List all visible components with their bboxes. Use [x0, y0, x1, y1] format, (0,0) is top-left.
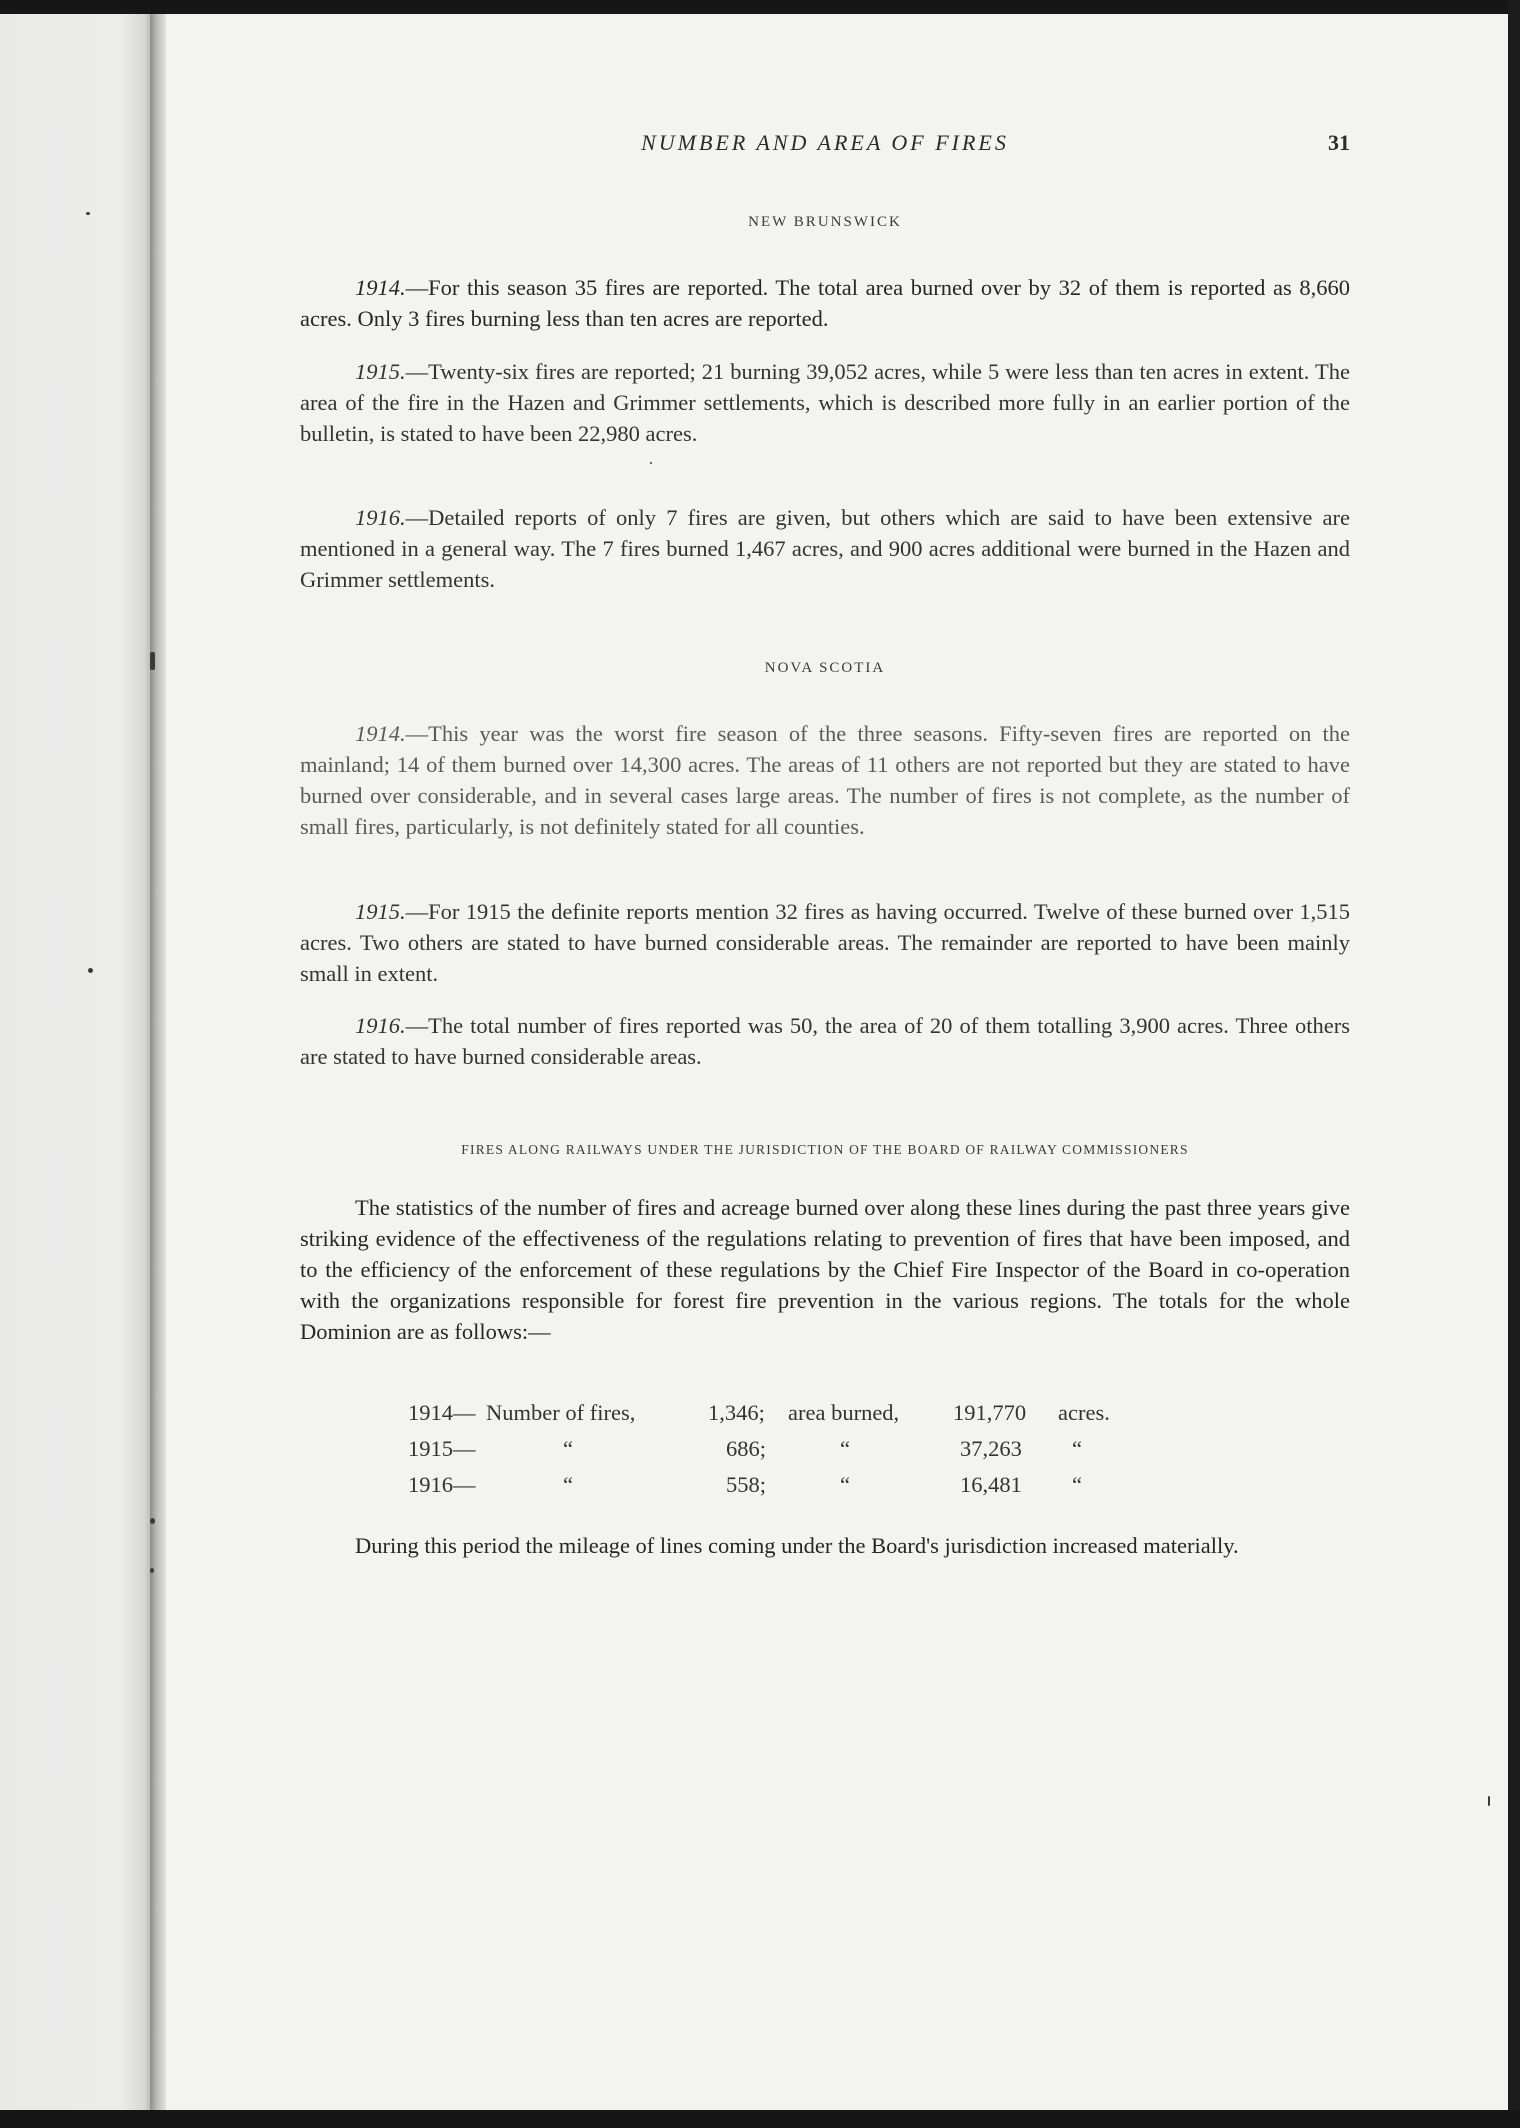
year-label: 1914. — [355, 275, 406, 300]
year-label: 1916. — [355, 505, 406, 530]
page-number: 31 — [1328, 130, 1350, 155]
row-number-of-fires: 558; — [726, 1472, 767, 1497]
paragraph-text: —For 1915 the definite reports mention 32 fires as having occurred. Twelve of these burned over 1,515 acres. Two others are stated to have burned considerable areas. The remainder are reported to have been mainly small in extent. — [300, 899, 1350, 986]
row-area-label: “ — [840, 1436, 850, 1461]
row-area-burned: 37,263 — [960, 1436, 1022, 1461]
year-label: 1915. — [355, 359, 406, 384]
paragraph-text: —Detailed reports of only 7 fires are given, but others which are said to have been extensive are mentioned in a general way. The 7 fires burned 1,467 acres, and 900 acres additional were burned in the Hazen and Grimmer settlements. — [300, 505, 1350, 592]
row-number-label: Number of fires, — [486, 1400, 636, 1425]
paragraph-ns-1914 — [300, 718, 1350, 842]
row-unit: acres. — [1058, 1400, 1110, 1425]
paragraph-nb-1914 — [300, 272, 1350, 334]
running-title: NUMBER AND AREA OF FIRES — [641, 130, 1009, 155]
row-number-of-fires: 1,346; — [708, 1400, 765, 1425]
scan-speck — [150, 1518, 155, 1524]
paragraph-text: —The total number of fires reported was 50, the area of 20 of them totalling 3,900 acres. Three others are stated to have burned considerable areas. — [300, 1013, 1350, 1069]
row-unit: “ — [1072, 1472, 1082, 1497]
scan-right-edge — [1508, 0, 1520, 2128]
row-unit: “ — [1072, 1436, 1082, 1461]
section-heading-new-brunswick: NEW BRUNSWICK — [748, 214, 902, 230]
paragraph-text: —Twenty-six fires are reported; 21 burning 39,052 acres, while 5 were less than ten acres in extent. The area of the fire in the Hazen and Grimmer settlements, which is described more fully in an earlier portion of the bulletin, is stated to have been 22,980 acres. — [300, 359, 1350, 446]
year-label: 1916. — [355, 1013, 406, 1038]
row-number-label: “ — [563, 1436, 573, 1461]
row-number-of-fires: 686; — [726, 1436, 767, 1461]
paragraph-ns-1916 — [300, 1010, 1350, 1072]
row-area-label: “ — [840, 1472, 850, 1497]
facing-page-margin — [0, 14, 150, 2110]
row-year: 1915— — [408, 1436, 476, 1461]
scan-top-edge — [0, 0, 1520, 14]
paragraph-text: —This year was the worst fire season of the three seasons. Fifty-seven fires are reported on the mainland; 14 of them burned over 14,300 acres. The areas of 11 others are not reported but they are stated to have burned over considerable, and in several cases large areas. The number of fires is not complete, as the number of small fires, particularly, is not definitely stated for all counties. — [300, 721, 1350, 839]
year-label: 1915. — [355, 899, 406, 924]
row-year: 1916— — [408, 1472, 476, 1497]
scan-speck — [150, 1568, 154, 1573]
paragraph-ns-1915 — [300, 896, 1350, 989]
paragraph-nb-1916 — [300, 502, 1350, 595]
scan-speck — [86, 212, 90, 215]
paragraph-nb-1915 — [300, 356, 1350, 449]
scan-speck — [650, 462, 652, 464]
row-area-label: area burned, — [788, 1400, 900, 1425]
scan-bottom-edge — [0, 2110, 1520, 2128]
row-area-burned: 191,770 — [953, 1400, 1027, 1425]
scan-speck — [150, 652, 155, 670]
paragraph-railways-closing: During this period the mileage of lines coming under the Board's jurisdiction increased materially. — [355, 1533, 1239, 1558]
paragraph-railways-intro: The statistics of the number of fires and acreage burned over along these lines during the past three years give striking evidence of the effectiveness of the regulations relating to prevention of fires that have been imposed, and to the efficiency of the enforcement of these regulations by the Chief Fire Inspector of the Board in co-operation with the organizations responsible for forest fire prevention in the various regions. The totals for the whole Dominion are as follows:— — [300, 1195, 1350, 1344]
row-area-burned: 16,481 — [960, 1472, 1022, 1497]
row-year: 1914— — [408, 1400, 476, 1425]
row-number-label: “ — [563, 1472, 573, 1497]
year-label: 1914. — [355, 721, 406, 746]
scan-speck — [1488, 1796, 1490, 1806]
running-head — [300, 130, 1350, 170]
paragraph-text: —For this season 35 fires are reported. The total area burned over by 32 of them is reported as 8,660 acres. Only 3 fires burning less than ten acres are reported. — [300, 275, 1350, 331]
section-heading-nova-scotia: NOVA SCOTIA — [764, 660, 886, 676]
scan-speck — [88, 968, 93, 973]
book-gutter — [150, 14, 166, 2110]
section-heading-railways: FIRES ALONG RAILWAYS UNDER THE JURISDICTION OF THE BOARD OF RAILWAY COMMISSIONERS — [461, 1142, 1189, 1157]
